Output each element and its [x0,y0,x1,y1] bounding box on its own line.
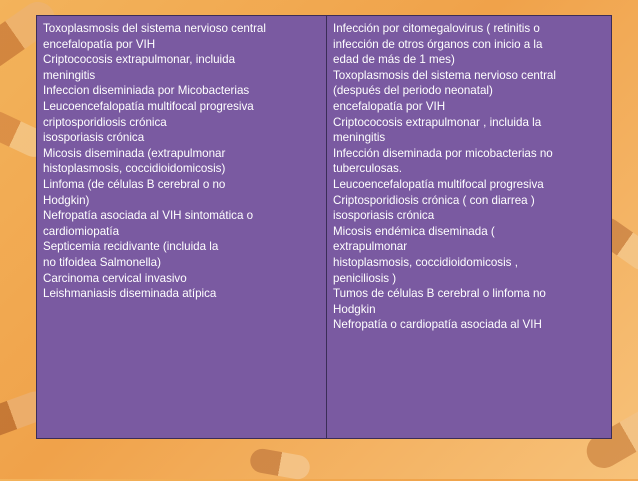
cell-line: meningitis [333,131,386,145]
cell-line: Infección diseminada por micobacterias no [333,146,553,160]
cell-line: Linfoma (de células B cerebral o no [43,177,226,191]
cell-line: Tumos de células B cerebral o linfoma no [333,287,546,301]
cell-line: Criptosporidiosis crónica ( con diarrea ) [333,193,535,207]
cell-line: no tifoidea Salmonella) [43,255,161,269]
cell-line: tuberculosas. [333,162,402,176]
cell-line: Nefropatía asociada al VIH sintomática o [43,209,254,223]
cell-line: Carcinoma cervical invasivo [43,271,187,285]
cell-line: extrapulmonar [333,240,408,254]
cell-line: criptosporidiosis crónica [43,115,167,129]
cell-line: isosporiasis crónica [43,131,145,145]
cell-line: (después del periodo neonatal) [333,84,493,98]
cell-line: Leucoencefalopatía multifocal progresiva [333,177,544,191]
cell-line: isosporiasis crónica [333,209,435,223]
cell-line: Criptococosis extrapulmonar, incluida [43,53,236,67]
cell-line: encefalopatía por VIH [333,99,446,113]
cell-line: Hodgkin) [43,193,90,207]
cell-line: Nefropatía o cardiopatía asociada al VIH [333,318,542,332]
cell-line: Micosis endémica diseminada ( [333,224,495,238]
cell-line: histoplasmosis, coccidioidomicosis , [333,255,518,269]
cell-line: Criptococosis extrapulmonar , incluida la [333,115,542,129]
pill-decoration [248,447,311,481]
cell-line: Leucoencefalopatía multifocal progresiva [43,99,254,113]
cell-line: Leishmaniasis diseminada atípica [43,287,217,301]
cell-line: histoplasmosis, coccidioidomicosis) [43,162,226,176]
cell-line: Toxoplasmosis del sistema nervioso central [43,22,266,35]
cell-line: Hodgkin [333,302,376,316]
cell-line: peniciliosis ) [333,271,397,285]
cell-line: Infección por citomegalovirus ( retinitis o [333,22,540,35]
cell-line: Septicemia recidivante (incluida la [43,240,219,254]
table-cell-left [37,16,327,438]
cell-line: cardiomiopatía [43,224,120,238]
cell-line: Toxoplasmosis del sistema nervioso central [333,68,556,82]
conditions-table [36,15,612,439]
cell-line: Infeccion diseminiada por Micobacterias [43,84,250,98]
cell-line: encefalopatía por VIH [43,37,156,51]
cell-line: meningitis [43,68,96,82]
cell-line: edad de más de 1 mes) [333,53,455,67]
cell-line: infección de otros órganos con inicio a la [333,37,543,51]
cell-line: Micosis diseminada (extrapulmonar [43,146,226,160]
table-cell-right [327,16,611,438]
